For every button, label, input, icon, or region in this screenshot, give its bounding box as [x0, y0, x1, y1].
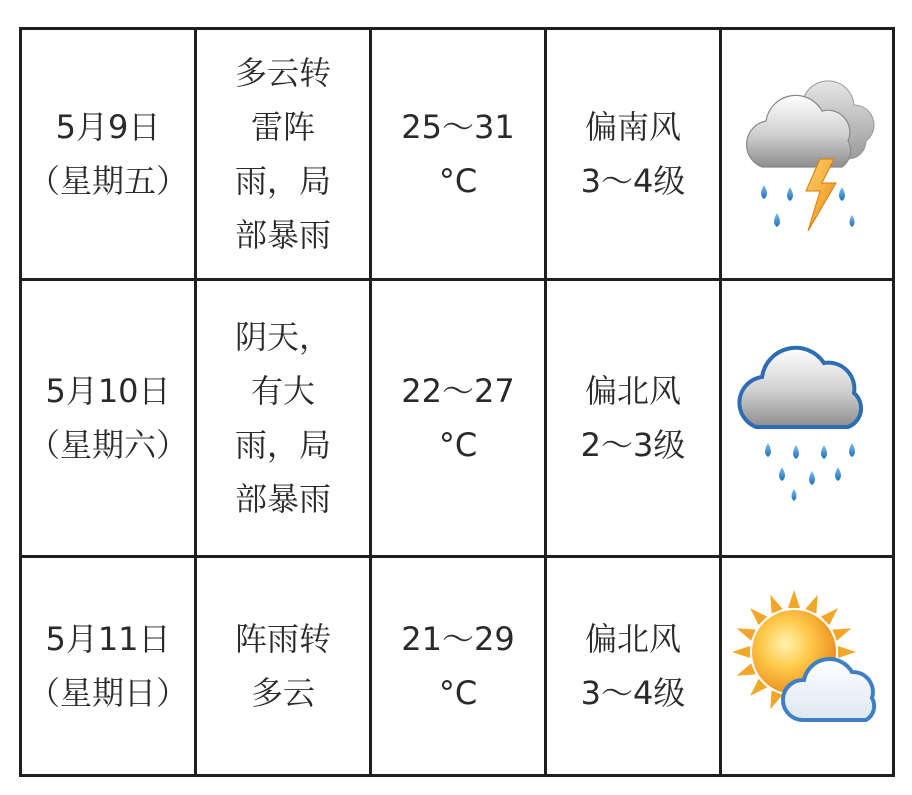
weather-icon-cell [721, 280, 894, 557]
temperature-range: 21～29 [401, 620, 515, 658]
forecast-row-may-11 [21, 557, 894, 776]
condition-line: 多云 [250, 674, 315, 712]
heavy-rain-icon [732, 331, 882, 506]
wind-cell [546, 29, 721, 280]
condition-line: 雷阵 [250, 108, 315, 146]
forecast-row-may-9 [21, 29, 894, 280]
condition-line: 部暴雨 [234, 480, 331, 518]
wind-direction: 偏北风 [584, 372, 681, 410]
wind-cell [546, 557, 721, 776]
weather-icon-cell [721, 557, 894, 776]
date-cell [21, 557, 196, 776]
condition-line: 部暴雨 [234, 216, 331, 254]
weekday-label: （星期五） [27, 162, 188, 200]
temperature-cell [371, 280, 546, 557]
condition-line: 雨，局 [234, 426, 331, 464]
date-label: 5月11日 [45, 620, 171, 658]
date-cell [21, 280, 196, 557]
condition-cell [196, 557, 371, 776]
wind-direction: 偏北风 [584, 620, 681, 658]
date-cell [21, 29, 196, 280]
weather-icon-cell [721, 29, 894, 280]
temperature-cell [371, 557, 546, 776]
wind-force: 3～4级 [580, 674, 686, 712]
wind-direction: 偏南风 [584, 108, 681, 146]
temperature-unit: °C [438, 162, 478, 200]
wind-cell [546, 280, 721, 557]
temperature-unit: °C [438, 674, 478, 712]
condition-line: 阵雨转 [234, 620, 331, 658]
condition-line: 有大 [250, 372, 315, 410]
date-label: 5月9日 [55, 108, 161, 146]
temperature-cell [371, 29, 546, 280]
condition-cell [196, 280, 371, 557]
condition-line: 雨，局 [234, 162, 331, 200]
wind-force: 3～4级 [580, 162, 686, 200]
temperature-unit: °C [438, 426, 478, 464]
condition-cell [196, 29, 371, 280]
temperature-range: 25～31 [401, 108, 515, 146]
weekday-label: （星期日） [27, 674, 188, 712]
wind-force: 2～3级 [580, 426, 686, 464]
condition-line: 多云转 [234, 54, 331, 92]
date-label: 5月10日 [45, 372, 171, 410]
condition-line: 阴天， [234, 318, 331, 356]
sun-behind-cloud-icon [732, 586, 882, 746]
temperature-range: 22～27 [401, 372, 515, 410]
forecast-row-may-10 [21, 280, 894, 557]
weekday-label: （星期六） [27, 426, 188, 464]
weather-forecast-table [19, 27, 895, 777]
thunderstorm-rain-icon [732, 67, 882, 242]
